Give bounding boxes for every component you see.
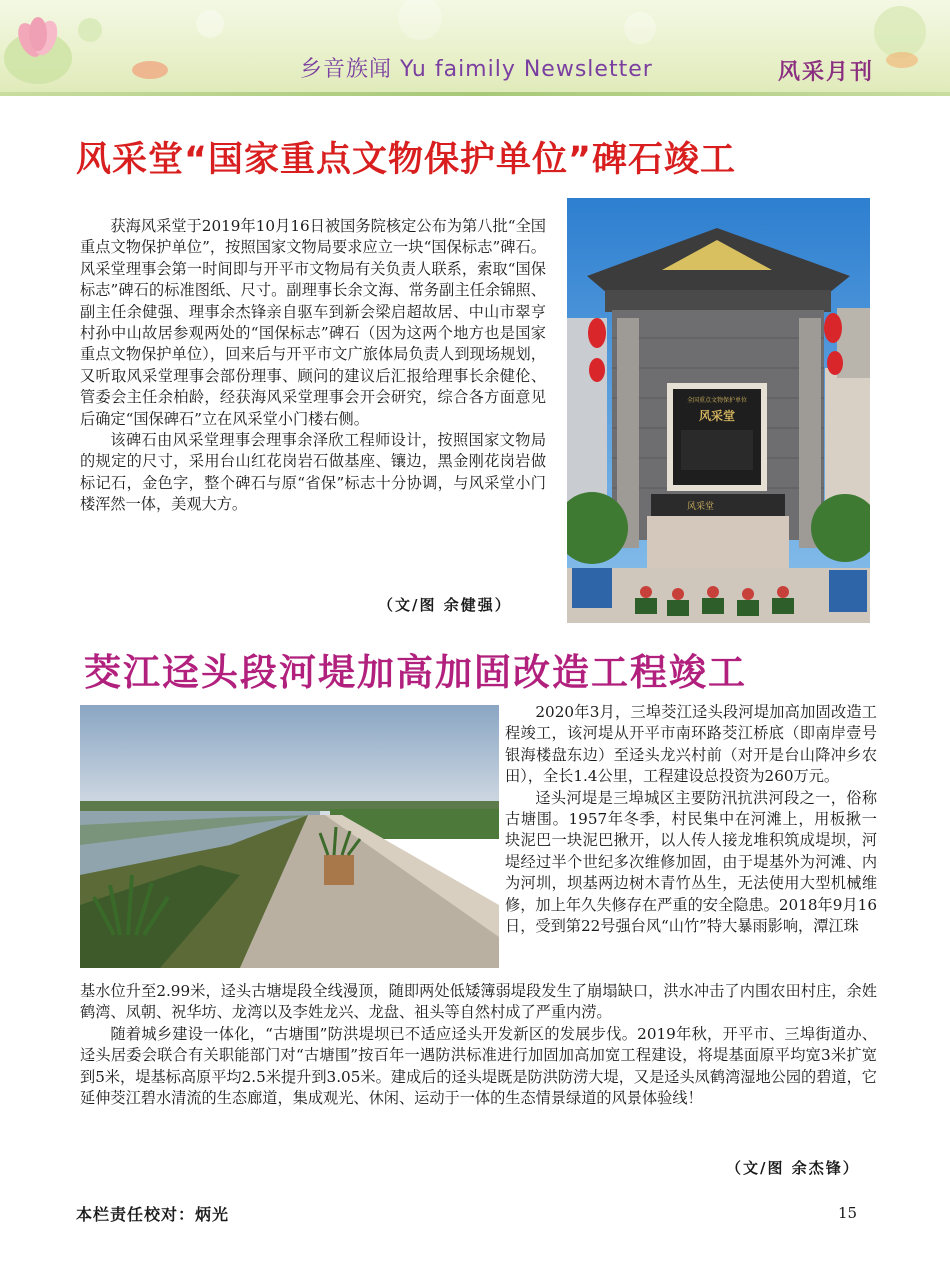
article2-paragraph: 2020年3月，三埠茭江迳头段河堤加高加固改造工程竣工，该河堤从开平市南环路茭江桥底（即南岸壹号银海楼盘东边）至迳头龙兴村前（对开是台山降冲乡农田），全长1.4公里，工程建设总投资为260万元。: [505, 703, 877, 786]
article1-credit: （文/图 余健强）: [378, 596, 512, 614]
page-number: 15: [838, 1204, 858, 1222]
monument-photo: [567, 198, 870, 623]
lotus-flower-icon: [4, 17, 168, 84]
article2-paragraph-continued: 基水位升至2.99米，迳头古塘堤段全线漫顶，随即两处低矮簿弱堤段发生了崩塌缺口，洪水冲击了内围农田村庄，余姓鹤湾、凤朝、祝华坊、龙湾以及李姓龙兴、龙盘、祖头等自然村成了严重内涝。: [80, 982, 877, 1022]
header-rule: [0, 92, 950, 96]
article2-headline: 茭江迳头段河堤加高加固改造工程竣工: [84, 651, 747, 694]
article2-body-side: [505, 702, 877, 937]
column-name: 风采月刊: [778, 60, 875, 85]
article2-body-full: [80, 981, 877, 1109]
plaque-header: 全国重点文物保护单位: [686, 397, 748, 404]
page-header: [0, 0, 950, 96]
article1-headline: 风采堂“国家重点文物保护单位”碑石竣工: [76, 140, 737, 180]
newsletter-title: 乡音族闻 Yu faimily Newsletter: [300, 57, 653, 82]
article1-body: [80, 216, 546, 516]
plaque-title: 风采堂: [698, 409, 736, 423]
article1-paragraph: 该碑石由风采堂理事会理事余泽欣工程师设计，按照国家文物局的规定的尺寸，采用台山红花岗岩石做基座、镶边，黑金刚花岗岩做标记石，金色字，整个碑石与原“省保”标志十分协调，与风采堂小门楼浑然一体，美观大方。: [80, 431, 546, 514]
article1-paragraph: 获海风采堂于2019年10月16日被国务院核定公布为第八批“全国重点文物保护单位”，按照国家文物局要求应立一块“国保标志”碑石。风采堂理事会第一时间即与开平市文物局有关负责人联系，索取“国保标志”碑石的标准图纸、尺寸。副理事长余文海、常务副主任余锦照、副主任余健强、理事余杰锋亲自驱车到新会梁启超故居、中山市翠亨村孙中山故居参观两处的“国保标志”碑石（因为这两个地方也是国家重点文物保护单位），回来后与开平市文广旅体局负责人到现场规划，又听取风采堂理事会部份理事、顾问的建议后汇报给理事长余健伦、管委会主任余柏龄，经获海风采堂理事会开会研究，综合各方面意见后确定“国保碑石”立在风采堂小门楼右侧。: [80, 217, 546, 428]
article2-paragraph: 迳头河堤是三埠城区主要防汛抗洪河段之一，俗称古塘围。1957年冬季，村民集中在河滩上，用板揪一块泥巴一块泥巴揪开，以人传人接龙堆积筑成堤坝，河堤经过半个世纪多次维修加固，由于堤基外为河滩、内为河圳，坝基两边树木青竹丛生，无法使用大型机械维修，加上年久失修存在严重的安全隐患。2018年9月16日，受到第22号强台风“山竹”特大暴雨影响，潭江珠: [505, 788, 877, 936]
proofreader-note: 本栏责任校对：炳光: [76, 1205, 230, 1224]
riverbank-photo: [80, 705, 499, 968]
article2-credit: （文/图 余杰锋）: [726, 1159, 860, 1177]
article2-paragraph: 随着城乡建设一体化，“古塘围”防洪堤坝已不适应迳头开发新区的发展步伐。2019年秋，开平市、三埠街道办、迳头居委会联合有关职能部门对“古塘围”按百年一遇防洪标准进行加固加高加宽工程建设，将堤基面原平均宽3米扩宽到5米，堤基标高原平均2.5米提升到3.05米。建成后的迳头堤既是防洪防涝大堤，又是迳头凤鹤湾湿地公园的碧道，它延伸茭江碧水清流的生态廊道，集成观光、休闲、运动于一体的生态情景绿道的风景体验线！: [80, 1024, 877, 1108]
base-plaque: 风采堂: [687, 502, 715, 512]
